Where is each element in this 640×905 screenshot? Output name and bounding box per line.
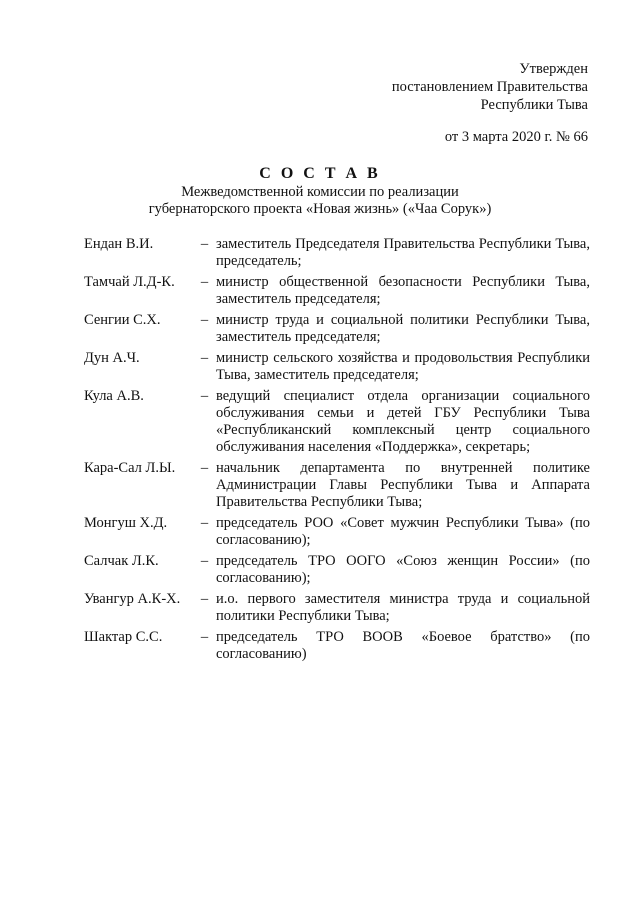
- member-name: Салчак Л.К.: [84, 553, 159, 569]
- member-name: Увангур А.К-Х.: [84, 591, 181, 607]
- member-dash: –: [200, 591, 209, 607]
- member-dash: –: [200, 350, 209, 366]
- member-role: министр общественной безопасности Республики Тыва, заместитель председателя;: [216, 274, 590, 307]
- member-role: министр сельского хозяйства и продовольствия Республики Тыва, заместитель председателя;: [216, 350, 590, 383]
- member-row: [84, 274, 590, 308]
- member-name: Дун А.Ч.: [84, 350, 140, 366]
- member-name: Монгуш Х.Д.: [84, 515, 168, 531]
- member-role: председатель ТРО ООГО «Союз женщин России» (по согласованию);: [216, 553, 590, 586]
- member-row: [84, 629, 590, 663]
- member-dash: –: [200, 312, 209, 328]
- member-name: Шактар С.С.: [84, 629, 163, 645]
- member-name: Тамчай Л.Д-К.: [84, 274, 175, 290]
- member-dash: –: [200, 236, 209, 252]
- member-name: Сенгии С.Х.: [84, 312, 161, 328]
- member-row: [84, 388, 590, 456]
- member-role: председатель РОО «Совет мужчин Республики Тыва» (по согласованию);: [216, 515, 590, 548]
- document-subtitle-line-1: Межведомственной комиссии по реализации: [181, 184, 459, 200]
- member-row: [84, 312, 590, 346]
- member-role: заместитель Председателя Правительства Республики Тыва, председатель;: [216, 236, 590, 269]
- member-role: председатель ТРО ВООВ «Боевое братство» (по согласованию): [216, 629, 590, 662]
- member-name: Кула А.В.: [84, 388, 144, 404]
- approval-stamp: [358, 60, 588, 146]
- document-subtitle-line-2: губернаторского проекта «Новая жизнь» («Чаа Сорук»): [148, 201, 492, 217]
- member-row: [84, 553, 590, 587]
- member-dash: –: [200, 460, 209, 476]
- member-row: [84, 591, 590, 625]
- document-title: С О С Т А В: [259, 165, 381, 182]
- member-role: ведущий специалист отдела организации социального обслуживания семьи и детей ГБУ Республики Тыва «Республиканский комплексный центр социального обслуживания населения «Поддержка», секретарь;: [216, 388, 590, 455]
- member-row: [84, 515, 590, 549]
- approval-label: Утвержден: [519, 61, 588, 77]
- member-row: [84, 350, 590, 384]
- member-role: и.о. первого заместителя министра труда и социальной политики Республики Тыва;: [216, 591, 590, 624]
- member-row: [84, 460, 590, 511]
- member-row: [84, 236, 590, 270]
- document-heading: [0, 164, 640, 218]
- approval-date: от 3 марта 2020 г. № 66: [444, 129, 588, 145]
- member-role: начальник департамента по внутренней политике Администрации Главы Республики Тыва и Аппарата Правительства Республики Тыва;: [216, 460, 590, 510]
- member-role: министр труда и социальной политики Республики Тыва, заместитель председателя;: [216, 312, 590, 345]
- approval-decree: постановлением Правительства: [391, 79, 588, 95]
- approval-authority: Республики Тыва: [480, 97, 588, 113]
- member-dash: –: [200, 274, 209, 290]
- member-dash: –: [200, 629, 209, 645]
- member-dash: –: [200, 515, 209, 531]
- member-name: Ендан В.И.: [84, 236, 154, 252]
- member-list: [84, 236, 590, 667]
- member-dash: –: [200, 553, 209, 569]
- member-dash: –: [200, 388, 209, 404]
- member-name: Кара-Сал Л.Ы.: [84, 460, 176, 476]
